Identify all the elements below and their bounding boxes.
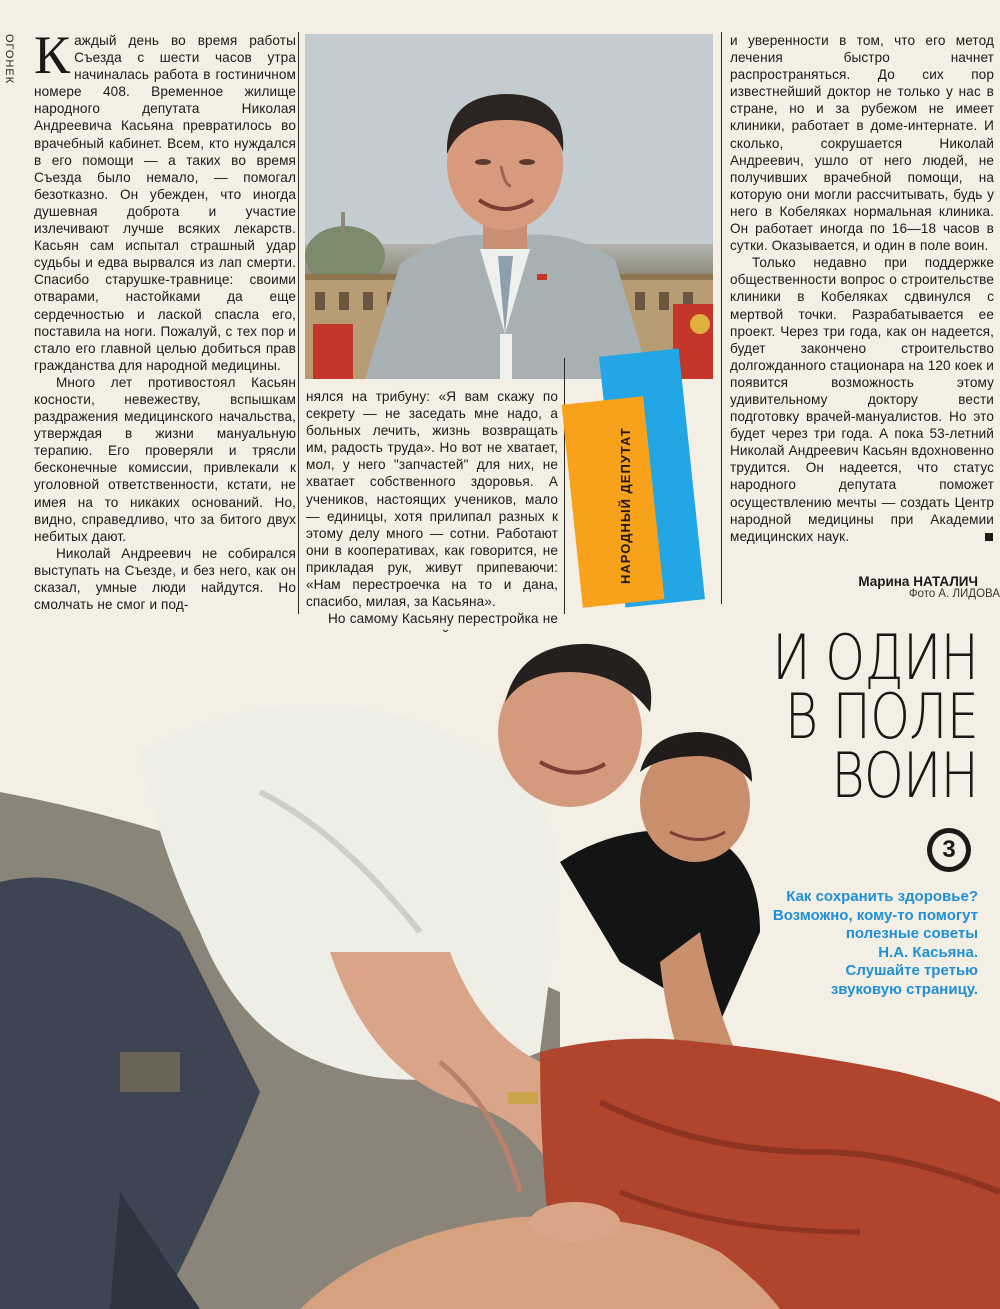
portrait-photo [305,34,713,379]
paragraph: Николай Андреевич не собирался выступать на Съезде, и без него, как он сказал, умные люди найдутся. Но смолчать не смог и под- [34,545,296,613]
article-column-2 [306,388,558,644]
paragraph: Только недавно при поддержке общественности вопрос о строительстве клиники в Кобеляках сдвинулся с мертвой точки. Разрабатывается ее проект. Через три года, как он надеется, будет закончено строительство долгожданного стационара на 120 коек и появится возможность этому удивительному доктору вести подготовку врачей-мануалистов. Но это будет через три года. А пока 53-летний Николай Андреевич Касьян вдохновенно трудится. Он надеется, что статус народного депутата поможет осуществлению мечты — создать Центр народной медицины при Академии медицинских наук. [730,255,994,544]
drop-cap: К [34,25,71,85]
promo-line: звуковую страницу. [830,980,978,998]
sound-page-badge [927,828,971,872]
sound-page-number: 3 [932,833,966,867]
promo-line: Возможно, кому-то помогут [772,906,978,924]
paragraph [34,25,296,374]
column-divider [564,358,565,614]
paragraph: и уверенности в том, что его метод лечения быстро начнет распространяться. До сих пор известнейший доктор не только у нас в стране, но и за рубежом не имеет клиники, работает в доме-интернате. И сколько, сокрушается Николай Андреевич, ушло от него людей, не получивших врачебной помощи, на которую они могли рассчитывать, будь у него в Кобеляках нормальная клиника. Он работает иногда по 16—18 часов в сутки. Оказывается, и один в поле воин. [730,33,994,254]
headline-line: И ОДИН [772,621,978,694]
sound-page-promo [738,888,978,999]
paragraph: нялся на трибуну: «Я вам скажу по секрету — не заседать мне надо, а больных лечить, жизнь возвращать им, радость труда». Но вот не хватает, мол, у него "запчастей" для них, не хватает собственного здоровья. А учеников, настоящих учеников, мало — единицы, хотя прилипал разных к этому делу много — сотни. Работают они в кооперативах, как говорится, не прикладая рук, живут припеваючи: «Нам перестроечка на то и дана, спасибо, милая, за Касьяна». [306,389,558,610]
promo-line: Н.А. Касьяна. [878,943,978,961]
rubric-label: НАРОДНЫЙ ДЕПУТАТ [618,427,633,584]
column-divider [298,32,299,614]
article-column-1 [34,25,296,613]
promo-line: Как сохранить здоровье? [786,888,978,905]
headline-line: ВОИН [831,739,978,812]
article-column-3 [730,32,994,545]
promo-line: Слушайте третью [845,962,978,979]
column-divider [721,32,722,604]
paragraph: Но самому Касьяну перестройка не [328,611,558,627]
magazine-edge-label: ОГОНЕК [3,34,15,85]
portrait-photo-illustration [305,34,713,379]
headline-line: В ПОЛЕ [784,680,978,753]
article-headline [732,621,978,812]
paragraph: Много лет противостоял Касьян косности, невежеству, вспышкам раздражения медицинского начальства, утверждая в жизни мануальную терапию. Его проверяли и трясли бесконечные комиссии, привлекали к уголовной ответственности, кстати, не имея на то никаких оснований. Но, видно, справедливо, что за битого двух небитых дают. [34,374,296,544]
paragraph-text: аждый день во время работы Съезда с шести часов утра начиналась работа в гостиничном номере 408. Временное жилище народного депутата Николая Андреевича Касьяна превратилось во врачебный кабинет. Всем, кто нуждался в его помощи — а таких во время Съезда было немало, — помогал безотказно. Он убежден, что иногда душевная доброта и участие излечивают лучше всяких лекарств. Касьян сам испытал страшный удар судьбы и едва вырвался из лап смерти. Спасибо старушке-травнице: своими отварами, настойками да еще сердечностью и лаской спасла его, поставила на ноги. Пожалуй, с тех пор и стало его главной целью добиться прав гражданства для народной медицины. [34,33,296,373]
promo-line: полезные советы [845,925,978,942]
end-of-article-mark [985,533,993,541]
photo-credit: Фото А. ЛИДОВА [908,588,1000,600]
author-byline: Марина НАТАЛИЧ [858,574,978,589]
